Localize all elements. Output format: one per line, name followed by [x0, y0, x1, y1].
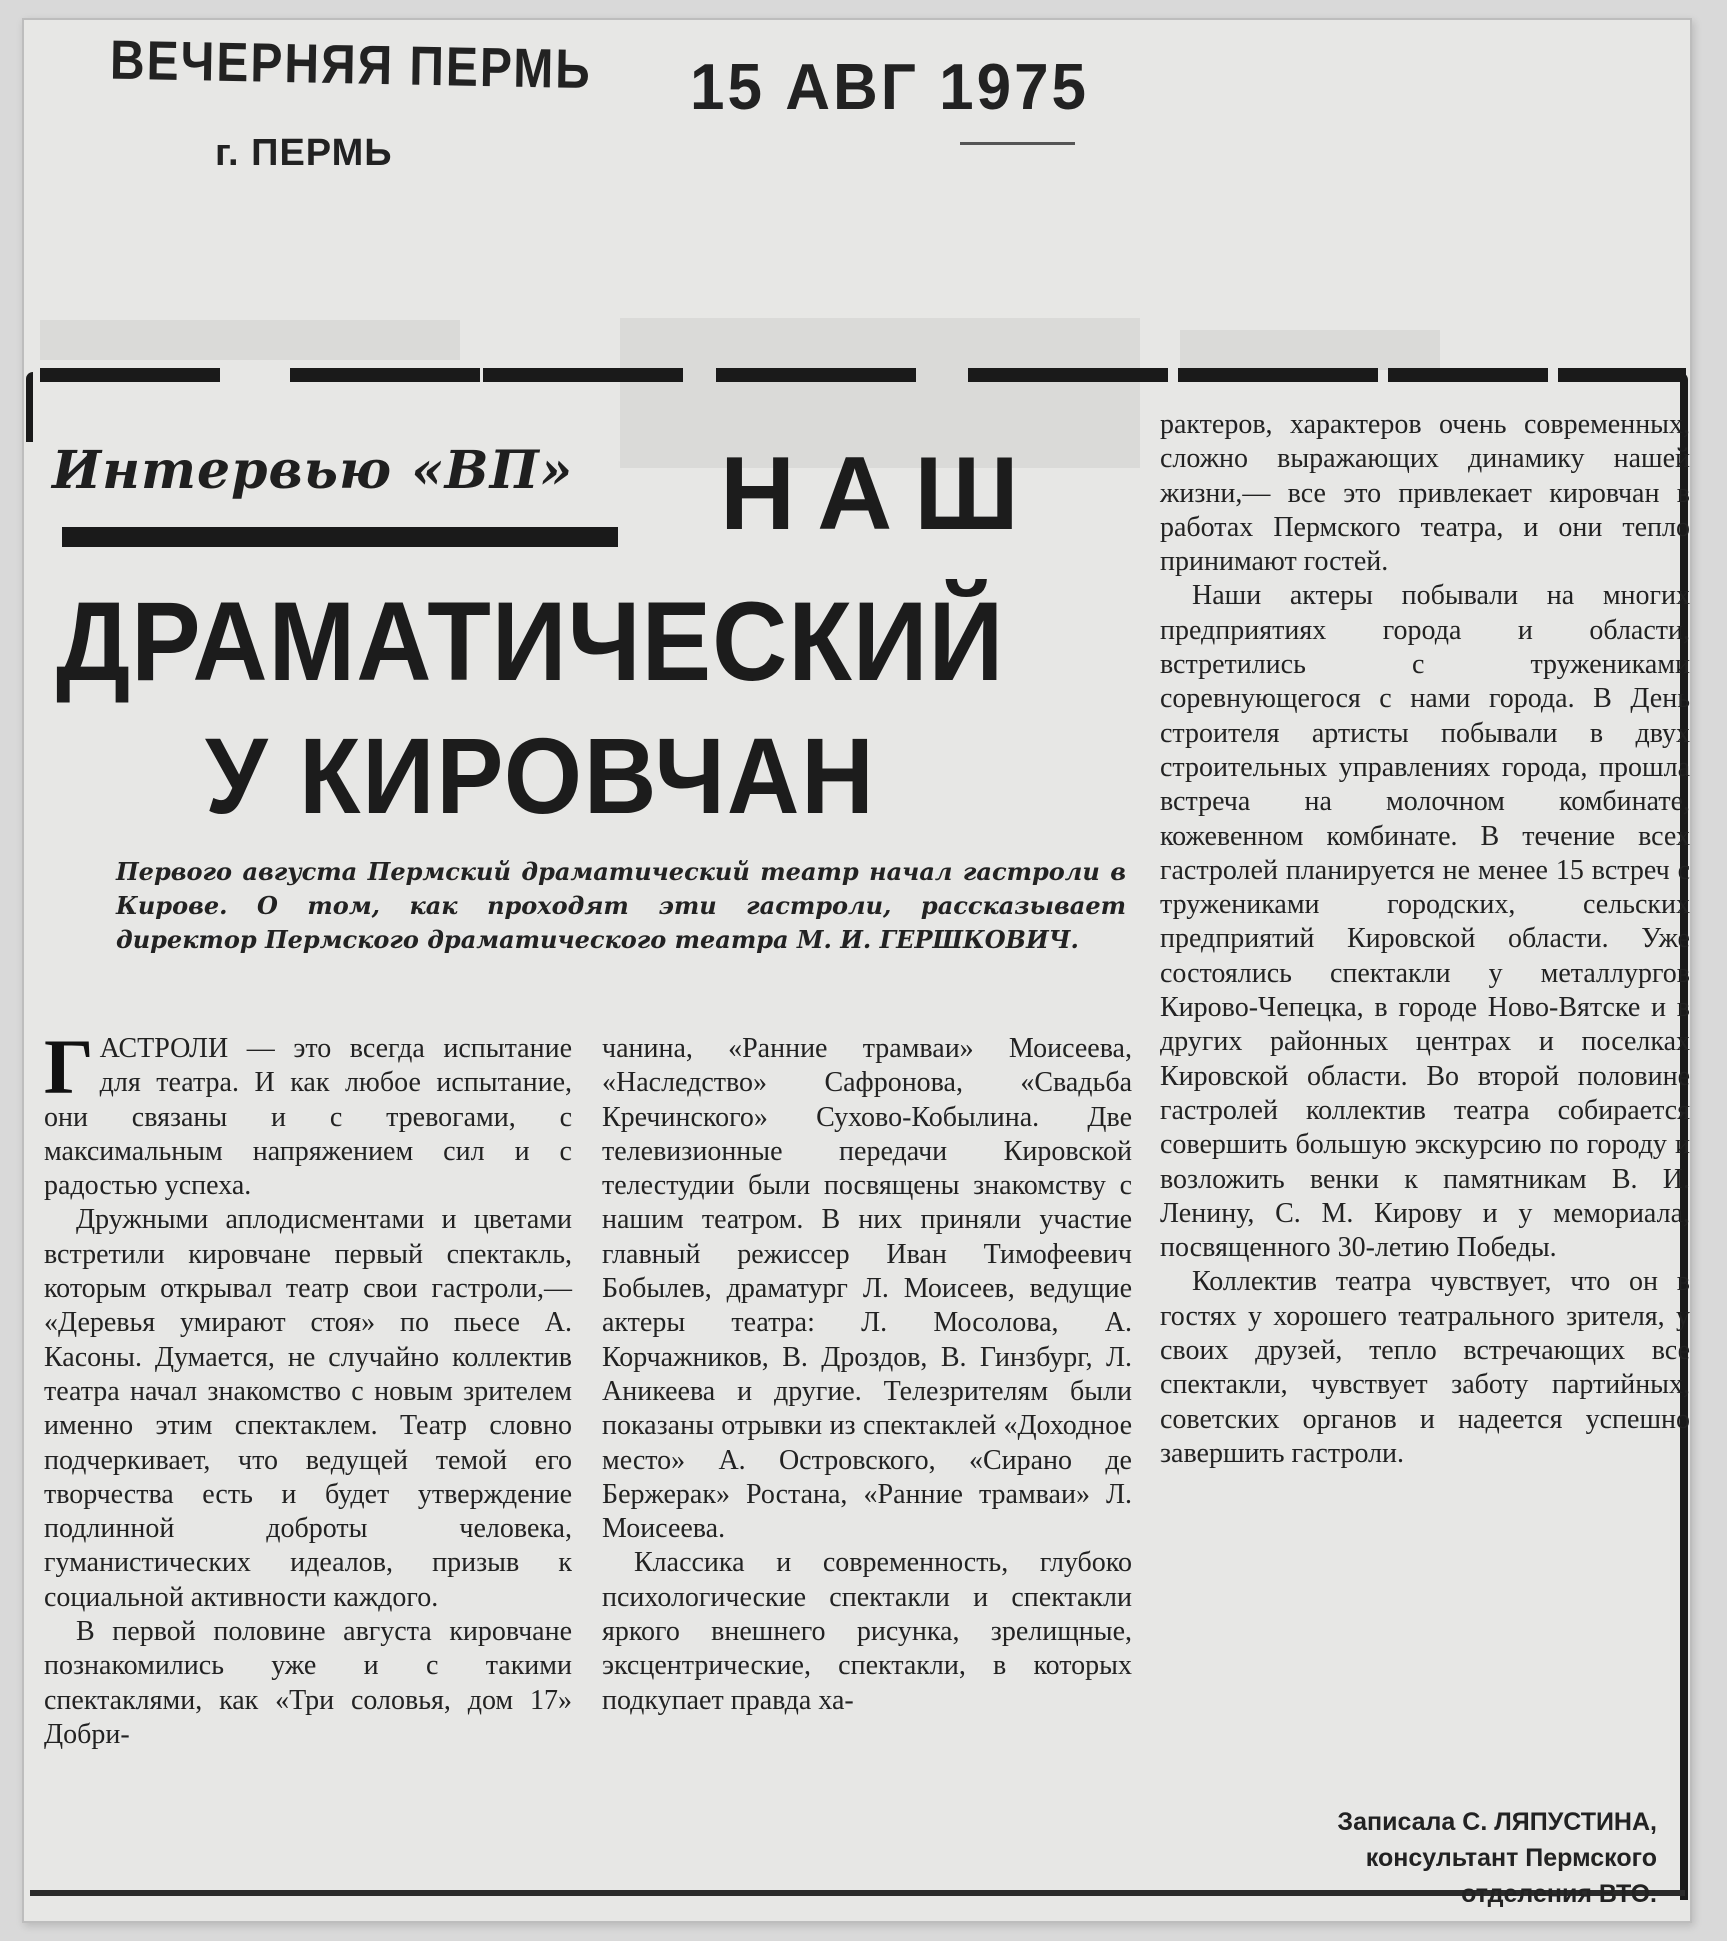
- dashed-rule: [28, 368, 1688, 382]
- signature-line: Записала С. ЛЯПУСТИНА,: [1337, 1808, 1657, 1836]
- stamp-city: г. ПЕРМЬ: [215, 132, 393, 174]
- paragraph: чанина, «Ранние трамваи» Моисеева, «Наследство» Сафронова, «Свадьба Кречинского» Сухово-Кобылина. Две телевизионные передачи Кировской телестудии были посвящены знакомству с нашим театром. В них приняли участие главный режиссер Иван Тимофеевич Бобылев, драматург Л. Моисеев, ведущие актеры театра: Л. Мосолова, А. Корчажников, В. Дроздов, В. Гинзбург, Л. Аникеева и другие. Телезрителям были показаны отрывки из спектаклей «Доходное место» А. Островского, «Сирано де Бержерак» Ростана, «Ранние трамваи» Л. Моисеева.: [602, 1033, 1132, 1545]
- stamp-date: 15 АВГ 1975: [690, 51, 1090, 124]
- stamp-newspaper-name: ВЕЧЕРНЯЯ ПЕРМЬ: [109, 30, 593, 101]
- bleed-through-block: [40, 320, 460, 360]
- paragraph: [44, 1023, 572, 1203]
- signature-line: отделения ВТО.: [1461, 1880, 1657, 1908]
- rule-dash: [968, 368, 1168, 382]
- paragraph: Дружными аплодисментами и цветами встретили кировчане первый спектакль, которым открывал театр свои гастроли,— «Деревья умирают стоя» по пьесе А. Касоны. Думается, не случайно коллектив театра начал знакомство с новым зрителем именно этим спектаклем. Театр словно подчеркивает, что ведущей темой его творчества есть и будет утверждение подлинной доброты человека, гуманистических идеалов, призыв к социальной активности каждого.: [44, 1204, 572, 1613]
- author-signature: [1137, 1804, 1657, 1912]
- paragraph-text: АСТРОЛИ — это всегда испытание для театра. И как любое испытание, они связаны и с тревогами, с максимальным напряжением сил и с радостью успеха.: [44, 1033, 572, 1202]
- stamp-date-underline: [960, 142, 1075, 145]
- paragraph: Коллектив театра чувствует, что он в гостях у хорошего театрального зрителя, у своих друзей, тепло встречающих все спектакли, чувствует заботу партийных, советских органов и надеется успешно завершить гастроли.: [1160, 1266, 1690, 1469]
- bleed-through-block: [1180, 330, 1440, 370]
- paragraph: Классика и современность, глубоко психологические спектакли и спектакли яркого внешнего рисунка, зрелищные, эксцентрические, спектакли, в которых подкупает правда ха-: [602, 1547, 1132, 1716]
- rule-dash: [1388, 368, 1548, 382]
- paragraph: рактеров, характеров очень современных, сложно выражающих динамику нашей жизни,— все это привлекает кировчан в работах Пермского театра, и они тепло принимают гостей.: [1160, 409, 1690, 578]
- paragraph: В первой половине августа кировчане познакомились уже и с такими спектаклями, как «Три соловья, дом 17» Добри-: [44, 1616, 572, 1750]
- rule-dash: [483, 368, 683, 382]
- article-column-2: [602, 1032, 1132, 1718]
- headline-line-1: НАШ: [720, 436, 1041, 552]
- frame-corner-left: [26, 372, 33, 442]
- article-lead: Первого августа Пермский драматический театр начал гастроли в Кирове. О том, как проходят эти гастроли, рассказывает директор Пермского драматического театра М. И. ГЕРШКОВИЧ.: [116, 857, 1126, 954]
- rubric-kicker: Интервью «ВП»: [52, 440, 574, 501]
- rule-dash: [40, 368, 220, 382]
- rule-dash: [1178, 368, 1378, 382]
- headline-line-2: ДРАМАТИЧЕСКИЙ: [56, 579, 1005, 704]
- rule-dash: [1558, 368, 1686, 382]
- headline-line-3: У КИРОВЧАН: [205, 715, 876, 836]
- rule-dash: [716, 368, 916, 382]
- paragraph: Наши актеры побывали на многих предприятиях города и области, встретились с тружениками соревнующегося с нами города. В День строителя артисты побывали в двух строительных управлениях города, прошла встреча на молочном комбинате, кожевенном комбинате. В течение всех гастролей планируется не менее 15 встреч с тружениками городских, сельских предприятий Кировской области. Уже состоялись спектакли у металлургов Кирово-Чепецка, в городе Ново-Вятске и в других районных центрах и поселках Кировской области. Во второй половине гастролей коллектив театра собирается совершить большую экскурсию по городу и возложить венки к памятникам В. И. Ленину, С. М. Кирову и у мемориала, посвященного 30-летию Победы.: [1160, 580, 1690, 1264]
- article-column-1: [44, 1023, 572, 1752]
- rubric-underline-bar: [62, 527, 618, 547]
- signature-line: консультант Пермского: [1365, 1844, 1657, 1872]
- rule-dash: [290, 368, 480, 382]
- drop-cap: Г: [44, 1023, 94, 1110]
- article-column-3: [1160, 408, 1690, 1471]
